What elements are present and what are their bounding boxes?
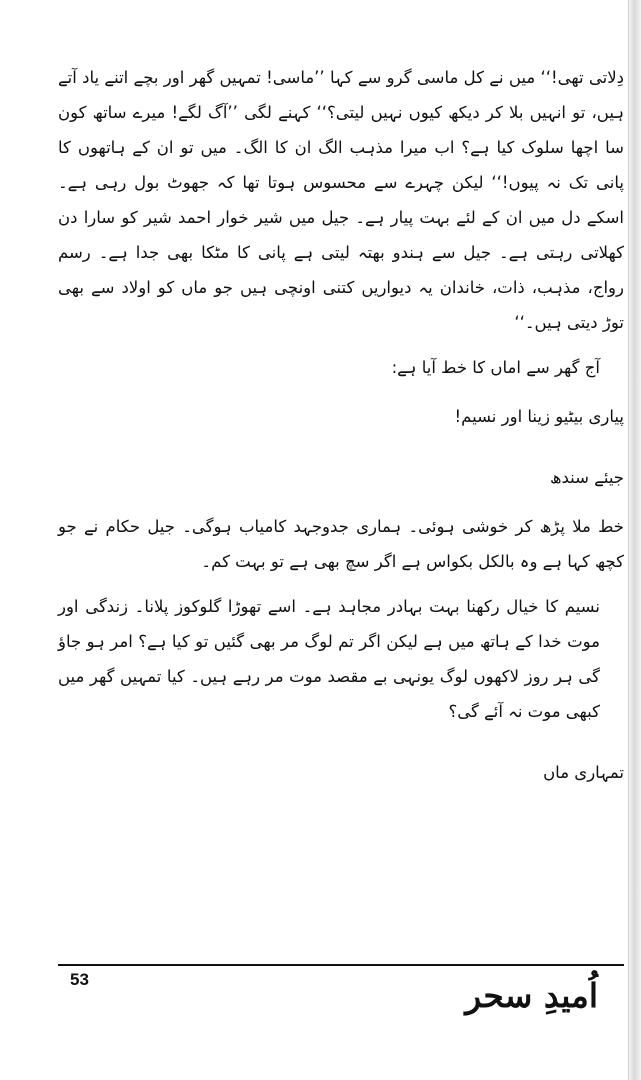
letter-salutation: پیاری بیٹیو زینا اور نسیم! [454, 407, 624, 426]
page-edge-shadow [628, 0, 641, 1080]
paragraph-opening: دِلاتی تھی!‘‘ میں نے کل ماسی گرو سے کہا ’’ماسی! تمہیں گھر اور بچے اتنے یاد آتے ہیں، تو انہیں بلا کر دیکھ کیوں نہیں لیتی؟‘‘ کہنے لگی ’’آگ لگے! میرے ساتھ کون سا اچھا سلوک کیا ہے؟ اب میرا مذہب الگ ان کا الگ۔ میں تو ان کے ہاتھوں کا پانی تک نہ پیوں!‘‘ لیکن چہرے سے محسوس ہوتا تھا کہ جھوٹ بول رہی ہے۔ اسکے دل میں ان کے لئے بہت پیار ہے۔ جیل میں شیر خوار احمد شیر کو سارا دن کھلاتی رہتی ہے۔ جیل سے ہندو بھتہ لیتی ہے پانی کا مٹکا بھی جدا ہے۔ رسم رواج، مذہب، ذات، خاندان یہ دیواریں کتنی اونچی ہیں جو ماں کو اولاد سے بھی توڑ دیتی ہیں۔‘‘ [58, 68, 624, 332]
letter-paragraph-2: نسیم کا خیال رکھنا بہت بہادر مجاہد ہے۔ اسے تھوڑا گلوکوز پلانا۔ زندگی اور موت خدا کے ہاتھ میں ہے لیکن اگر تم لوگ مر بھی گئیں تو کیا ہے؟ امر ہو جاؤ گی ہر روز لاکھوں لوگ یونہی بے مقصد موت مر رہے ہیں۔ کیا تمہیں گھر میں کبھی موت نہ آئے گی؟ [58, 597, 600, 721]
letter-signature: تمہاری ماں [543, 763, 624, 782]
paragraph-letter-arrived: آج گھر سے اماں کا خط آیا ہے: [391, 358, 600, 377]
page-number: 53 [70, 970, 89, 989]
body-text [58, 60, 624, 790]
book-title: اُمیدِ سحر [465, 976, 598, 1015]
letter-paragraph-1: خط ملا پڑھ کر خوشی ہوئی۔ ہماری جدوجہد کامیاب ہوگی۔ جیل حکام نے جو کچھ کہا ہے وہ بالکل بکواس ہے اگر سچ بھی ہے تو بہت کم۔ [58, 517, 624, 571]
letter-slogan: جیئے سندھ [549, 468, 624, 487]
footer-divider [58, 964, 624, 966]
